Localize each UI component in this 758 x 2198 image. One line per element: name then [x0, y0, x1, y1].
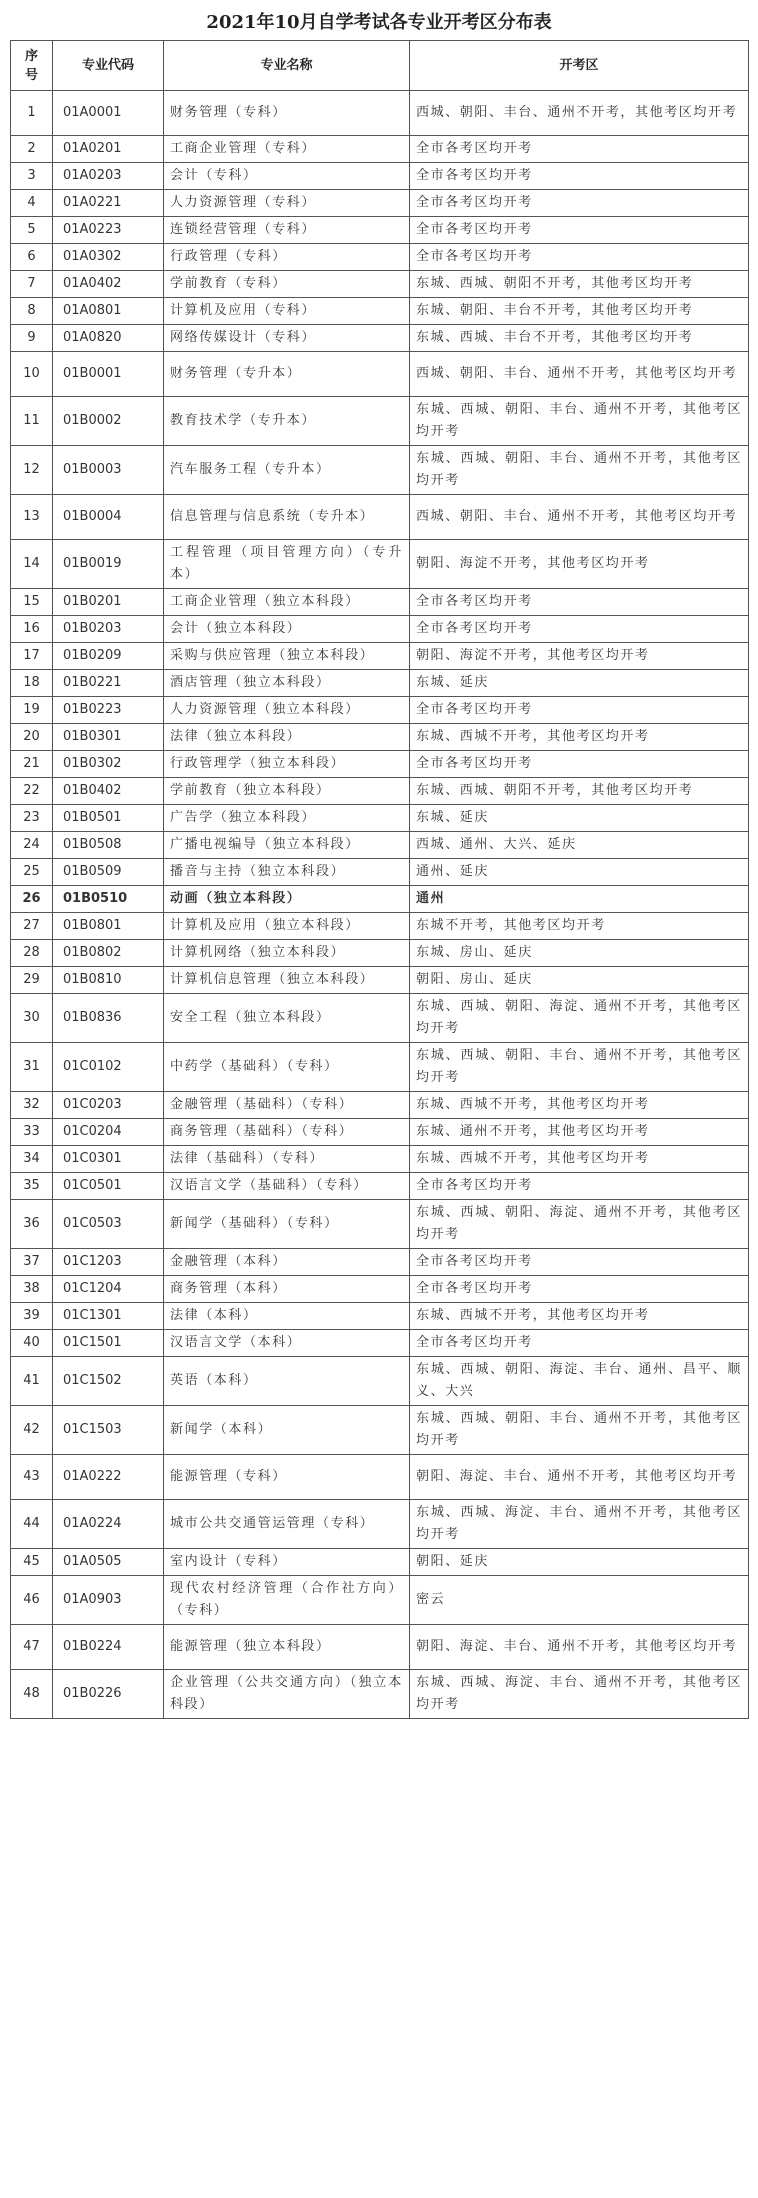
row-seq: 23	[11, 805, 53, 832]
row-area: 全市各考区均开考	[410, 616, 749, 643]
row-name: 会计（独立本科段）	[164, 616, 410, 643]
row-name: 能源管理（专科）	[164, 1455, 410, 1500]
row-area: 东城、延庆	[410, 805, 749, 832]
row-seq: 21	[11, 751, 53, 778]
table-row	[11, 298, 749, 325]
row-area: 东城、西城、海淀、丰台、通州不开考，其他考区均开考	[410, 1500, 749, 1549]
row-code: 01B0203	[53, 616, 164, 643]
row-seq: 35	[11, 1173, 53, 1200]
row-code: 01B0836	[53, 994, 164, 1043]
row-code: 01A0505	[53, 1549, 164, 1576]
row-area: 东城、西城、朝阳、海淀、丰台、通州、昌平、顺义、大兴	[410, 1357, 749, 1406]
row-code: 01B0510	[53, 886, 164, 913]
row-seq: 14	[11, 540, 53, 589]
row-code: 01C1203	[53, 1249, 164, 1276]
row-name: 法律（独立本科段）	[164, 724, 410, 751]
row-code: 01B0226	[53, 1670, 164, 1719]
row-area: 东城、西城、朝阳、海淀、通州不开考，其他考区均开考	[410, 1200, 749, 1249]
table-row	[11, 325, 749, 352]
row-name: 财务管理（专科）	[164, 91, 410, 136]
table-row	[11, 805, 749, 832]
row-area: 西城、朝阳、丰台、通州不开考，其他考区均开考	[410, 352, 749, 397]
row-code: 01B0223	[53, 697, 164, 724]
row-name: 教育技术学（专升本）	[164, 397, 410, 446]
row-code: 01A0203	[53, 163, 164, 190]
row-area: 东城、延庆	[410, 670, 749, 697]
row-area: 朝阳、延庆	[410, 1549, 749, 1576]
header-seq: 序号	[11, 41, 53, 91]
row-seq: 30	[11, 994, 53, 1043]
row-name: 广播电视编导（独立本科段）	[164, 832, 410, 859]
row-code: 01C0301	[53, 1146, 164, 1173]
row-name: 广告学（独立本科段）	[164, 805, 410, 832]
row-area: 东城、西城不开考，其他考区均开考	[410, 1146, 749, 1173]
row-area: 东城、房山、延庆	[410, 940, 749, 967]
row-name: 汉语言文学（基础科）（专科）	[164, 1173, 410, 1200]
row-name: 会计（专科）	[164, 163, 410, 190]
row-area: 朝阳、房山、延庆	[410, 967, 749, 994]
row-area: 东城不开考，其他考区均开考	[410, 913, 749, 940]
row-name: 播音与主持（独立本科段）	[164, 859, 410, 886]
row-area: 全市各考区均开考	[410, 1249, 749, 1276]
row-name: 酒店管理（独立本科段）	[164, 670, 410, 697]
row-code: 01A0201	[53, 136, 164, 163]
row-area: 东城、西城、朝阳、海淀、通州不开考，其他考区均开考	[410, 994, 749, 1043]
row-name: 行政管理学（独立本科段）	[164, 751, 410, 778]
table-body	[11, 91, 749, 1719]
row-name: 计算机及应用（专科）	[164, 298, 410, 325]
row-name: 商务管理（本科）	[164, 1276, 410, 1303]
row-seq: 47	[11, 1625, 53, 1670]
row-area: 东城、西城、朝阳不开考，其他考区均开考	[410, 271, 749, 298]
row-seq: 37	[11, 1249, 53, 1276]
table-row	[11, 1549, 749, 1576]
row-area: 东城、西城、朝阳、丰台、通州不开考，其他考区均开考	[410, 446, 749, 495]
table-row	[11, 1043, 749, 1092]
table-row	[11, 91, 749, 136]
row-seq: 13	[11, 495, 53, 540]
row-area: 全市各考区均开考	[410, 697, 749, 724]
table-row	[11, 1500, 749, 1549]
row-name: 财务管理（专升本）	[164, 352, 410, 397]
row-seq: 45	[11, 1549, 53, 1576]
row-name: 安全工程（独立本科段）	[164, 994, 410, 1043]
row-code: 01C1502	[53, 1357, 164, 1406]
row-seq: 36	[11, 1200, 53, 1249]
row-code: 01B0508	[53, 832, 164, 859]
row-area: 全市各考区均开考	[410, 217, 749, 244]
table-row	[11, 832, 749, 859]
table-row	[11, 724, 749, 751]
row-seq: 28	[11, 940, 53, 967]
row-area: 东城、通州不开考，其他考区均开考	[410, 1119, 749, 1146]
row-code: 01B0001	[53, 352, 164, 397]
row-area: 朝阳、海淀、丰台、通州不开考，其他考区均开考	[410, 1625, 749, 1670]
row-code: 01A0001	[53, 91, 164, 136]
row-area: 朝阳、海淀不开考，其他考区均开考	[410, 540, 749, 589]
row-seq: 33	[11, 1119, 53, 1146]
table-row	[11, 1173, 749, 1200]
row-code: 01B0301	[53, 724, 164, 751]
table-row	[11, 136, 749, 163]
table-row	[11, 886, 749, 913]
table-row	[11, 751, 749, 778]
row-area: 通州	[410, 886, 749, 913]
row-area: 全市各考区均开考	[410, 190, 749, 217]
row-code: 01A0224	[53, 1500, 164, 1549]
table-row	[11, 589, 749, 616]
row-code: 01A0820	[53, 325, 164, 352]
row-area: 全市各考区均开考	[410, 1173, 749, 1200]
row-area: 全市各考区均开考	[410, 1276, 749, 1303]
row-code: 01A0801	[53, 298, 164, 325]
table-row	[11, 352, 749, 397]
row-code: 01B0003	[53, 446, 164, 495]
row-seq: 32	[11, 1092, 53, 1119]
row-name: 英语（本科）	[164, 1357, 410, 1406]
row-code: 01A0222	[53, 1455, 164, 1500]
table-row	[11, 994, 749, 1043]
header-code: 专业代码	[53, 41, 164, 91]
row-seq: 17	[11, 643, 53, 670]
row-area: 东城、西城不开考，其他考区均开考	[410, 724, 749, 751]
table-row	[11, 1406, 749, 1455]
table-row	[11, 967, 749, 994]
row-seq: 18	[11, 670, 53, 697]
row-name: 汉语言文学（本科）	[164, 1330, 410, 1357]
row-name: 计算机及应用（独立本科段）	[164, 913, 410, 940]
table-row	[11, 1276, 749, 1303]
row-code: 01B0224	[53, 1625, 164, 1670]
row-code: 01C1501	[53, 1330, 164, 1357]
table-row	[11, 1200, 749, 1249]
row-name: 金融管理（基础科）（专科）	[164, 1092, 410, 1119]
row-area: 全市各考区均开考	[410, 163, 749, 190]
distribution-table	[10, 40, 749, 1719]
row-code: 01A0221	[53, 190, 164, 217]
row-code: 01B0221	[53, 670, 164, 697]
row-area: 东城、西城不开考，其他考区均开考	[410, 1303, 749, 1330]
row-seq: 26	[11, 886, 53, 913]
row-seq: 40	[11, 1330, 53, 1357]
row-name: 连锁经营管理（专科）	[164, 217, 410, 244]
row-code: 01B0402	[53, 778, 164, 805]
row-name: 信息管理与信息系统（专升本）	[164, 495, 410, 540]
row-area: 全市各考区均开考	[410, 1330, 749, 1357]
table-row	[11, 397, 749, 446]
table-row	[11, 495, 749, 540]
row-name: 城市公共交通管运管理（专科）	[164, 1500, 410, 1549]
row-area: 朝阳、海淀不开考，其他考区均开考	[410, 643, 749, 670]
row-seq: 46	[11, 1576, 53, 1625]
table-row	[11, 1576, 749, 1625]
table-row	[11, 163, 749, 190]
row-area: 西城、通州、大兴、延庆	[410, 832, 749, 859]
row-name: 室内设计（专科）	[164, 1549, 410, 1576]
row-name: 采购与供应管理（独立本科段）	[164, 643, 410, 670]
row-area: 密云	[410, 1576, 749, 1625]
row-code: 01C1503	[53, 1406, 164, 1455]
table-row	[11, 643, 749, 670]
row-code: 01A0903	[53, 1576, 164, 1625]
row-seq: 22	[11, 778, 53, 805]
row-code: 01C1301	[53, 1303, 164, 1330]
row-area: 全市各考区均开考	[410, 751, 749, 778]
row-area: 东城、西城、朝阳不开考，其他考区均开考	[410, 778, 749, 805]
row-name: 学前教育（专科）	[164, 271, 410, 298]
row-seq: 15	[11, 589, 53, 616]
row-code: 01B0002	[53, 397, 164, 446]
row-name: 工程管理（项目管理方向）（专升本）	[164, 540, 410, 589]
row-code: 01B0501	[53, 805, 164, 832]
row-code: 01B0802	[53, 940, 164, 967]
row-area: 东城、西城、丰台不开考，其他考区均开考	[410, 325, 749, 352]
row-seq: 27	[11, 913, 53, 940]
row-code: 01C0203	[53, 1092, 164, 1119]
row-name: 中药学（基础科）（专科）	[164, 1043, 410, 1092]
table-row	[11, 244, 749, 271]
row-code: 01B0509	[53, 859, 164, 886]
table-row	[11, 271, 749, 298]
table-row	[11, 616, 749, 643]
row-name: 网络传媒设计（专科）	[164, 325, 410, 352]
table-header-row	[11, 41, 749, 91]
table-row	[11, 1249, 749, 1276]
row-code: 01C0503	[53, 1200, 164, 1249]
row-area: 东城、西城、朝阳、丰台、通州不开考，其他考区均开考	[410, 397, 749, 446]
row-seq: 39	[11, 1303, 53, 1330]
row-area: 东城、西城、朝阳、丰台、通州不开考，其他考区均开考	[410, 1043, 749, 1092]
row-name: 学前教育（独立本科段）	[164, 778, 410, 805]
table-row	[11, 1119, 749, 1146]
row-code: 01B0209	[53, 643, 164, 670]
row-name: 企业管理（公共交通方向）（独立本科段）	[164, 1670, 410, 1719]
row-name: 能源管理（独立本科段）	[164, 1625, 410, 1670]
table-row	[11, 859, 749, 886]
row-name: 新闻学（基础科）（专科）	[164, 1200, 410, 1249]
row-code: 01B0810	[53, 967, 164, 994]
table-row	[11, 1670, 749, 1719]
table-row	[11, 1092, 749, 1119]
row-seq: 43	[11, 1455, 53, 1500]
row-name: 人力资源管理（独立本科段）	[164, 697, 410, 724]
row-seq: 29	[11, 967, 53, 994]
row-name: 行政管理（专科）	[164, 244, 410, 271]
row-code: 01B0019	[53, 540, 164, 589]
row-seq: 31	[11, 1043, 53, 1092]
row-code: 01C0501	[53, 1173, 164, 1200]
row-area: 东城、西城不开考，其他考区均开考	[410, 1092, 749, 1119]
row-code: 01A0402	[53, 271, 164, 298]
table-row	[11, 778, 749, 805]
row-name: 计算机网络（独立本科段）	[164, 940, 410, 967]
table-row	[11, 1357, 749, 1406]
row-name: 金融管理（本科）	[164, 1249, 410, 1276]
table-row	[11, 697, 749, 724]
row-seq: 48	[11, 1670, 53, 1719]
row-seq: 3	[11, 163, 53, 190]
row-code: 01B0801	[53, 913, 164, 940]
row-area: 东城、朝阳、丰台不开考，其他考区均开考	[410, 298, 749, 325]
row-seq: 2	[11, 136, 53, 163]
row-seq: 10	[11, 352, 53, 397]
row-seq: 8	[11, 298, 53, 325]
row-code: 01C0102	[53, 1043, 164, 1092]
row-name: 计算机信息管理（独立本科段）	[164, 967, 410, 994]
row-name: 动画（独立本科段）	[164, 886, 410, 913]
row-seq: 44	[11, 1500, 53, 1549]
row-seq: 12	[11, 446, 53, 495]
row-code: 01B0201	[53, 589, 164, 616]
table-row	[11, 913, 749, 940]
row-area: 朝阳、海淀、丰台、通州不开考，其他考区均开考	[410, 1455, 749, 1500]
row-code: 01B0004	[53, 495, 164, 540]
row-seq: 16	[11, 616, 53, 643]
row-area: 西城、朝阳、丰台、通州不开考，其他考区均开考	[410, 91, 749, 136]
row-area: 全市各考区均开考	[410, 244, 749, 271]
row-seq: 5	[11, 217, 53, 244]
header-area: 开考区	[410, 41, 749, 91]
row-seq: 34	[11, 1146, 53, 1173]
row-area: 通州、延庆	[410, 859, 749, 886]
row-code: 01A0302	[53, 244, 164, 271]
row-area: 全市各考区均开考	[410, 589, 749, 616]
row-code: 01A0223	[53, 217, 164, 244]
table-row	[11, 1330, 749, 1357]
row-code: 01C0204	[53, 1119, 164, 1146]
row-seq: 42	[11, 1406, 53, 1455]
row-seq: 19	[11, 697, 53, 724]
row-area: 东城、西城、朝阳、丰台、通州不开考，其他考区均开考	[410, 1406, 749, 1455]
row-area: 西城、朝阳、丰台、通州不开考，其他考区均开考	[410, 495, 749, 540]
row-code: 01B0302	[53, 751, 164, 778]
page-title: 2021年10月自学考试各专业开考区分布表	[206, 12, 552, 33]
row-seq: 7	[11, 271, 53, 298]
row-name: 人力资源管理（专科）	[164, 190, 410, 217]
row-seq: 38	[11, 1276, 53, 1303]
row-name: 新闻学（本科）	[164, 1406, 410, 1455]
table-row	[11, 190, 749, 217]
row-name: 现代农村经济管理（合作社方向）（专科）	[164, 1576, 410, 1625]
row-seq: 20	[11, 724, 53, 751]
table-row	[11, 1625, 749, 1670]
row-name: 汽车服务工程（专升本）	[164, 446, 410, 495]
table-row	[11, 940, 749, 967]
table-row	[11, 446, 749, 495]
row-name: 商务管理（基础科）（专科）	[164, 1119, 410, 1146]
row-seq: 24	[11, 832, 53, 859]
row-name: 工商企业管理（独立本科段）	[164, 589, 410, 616]
row-seq: 25	[11, 859, 53, 886]
row-seq: 1	[11, 91, 53, 136]
row-name: 法律（本科）	[164, 1303, 410, 1330]
row-area: 东城、西城、海淀、丰台、通州不开考，其他考区均开考	[410, 1670, 749, 1719]
row-code: 01C1204	[53, 1276, 164, 1303]
row-name: 法律（基础科）（专科）	[164, 1146, 410, 1173]
table-row	[11, 1146, 749, 1173]
header-name: 专业名称	[164, 41, 410, 91]
row-seq: 4	[11, 190, 53, 217]
table-row	[11, 1303, 749, 1330]
row-seq: 41	[11, 1357, 53, 1406]
table-row	[11, 540, 749, 589]
row-seq: 6	[11, 244, 53, 271]
table-row	[11, 217, 749, 244]
row-seq: 9	[11, 325, 53, 352]
table-row	[11, 1455, 749, 1500]
table-row	[11, 670, 749, 697]
row-seq: 11	[11, 397, 53, 446]
row-area: 全市各考区均开考	[410, 136, 749, 163]
row-name: 工商企业管理（专科）	[164, 136, 410, 163]
